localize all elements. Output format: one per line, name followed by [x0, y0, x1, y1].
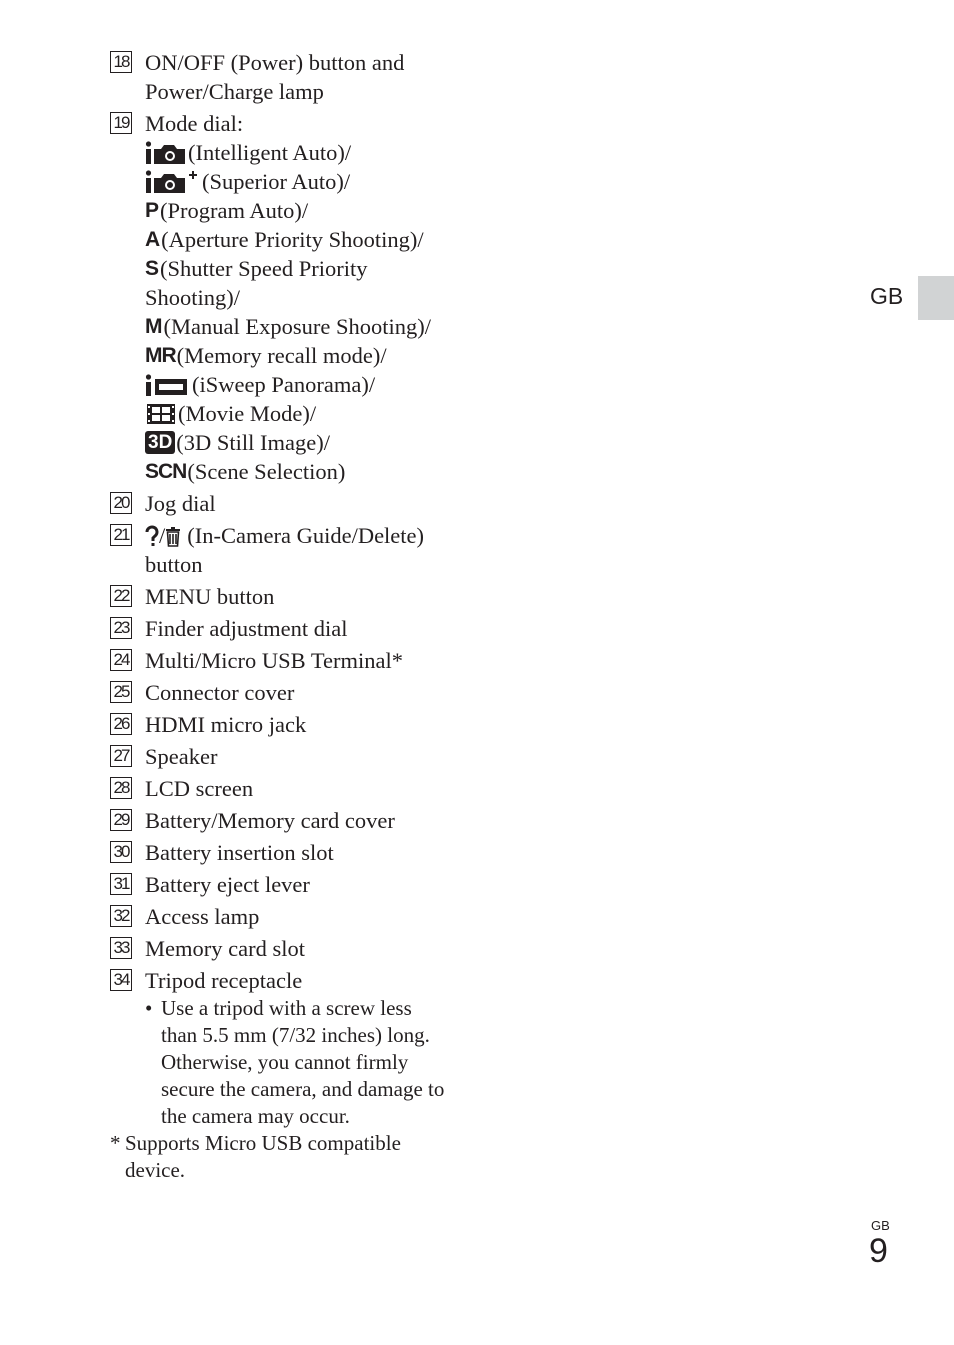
list-item: [110, 710, 470, 739]
item-text: Tripod receptacle: [145, 968, 303, 993]
item-number: 23: [110, 617, 132, 639]
mode-entry: [145, 312, 431, 341]
item-number: 34: [110, 969, 132, 991]
note-line: Use a tripod with a screw less: [161, 996, 412, 1020]
language-tab-label: GB: [870, 283, 904, 309]
list-item: [110, 934, 470, 963]
list-item: [110, 48, 470, 106]
list-item: [110, 582, 470, 611]
mode-text: (Shutter Speed Priority: [160, 256, 368, 281]
mode-entry: [145, 370, 431, 399]
item-number: 30: [110, 841, 132, 863]
list-item-mode-dial: [110, 109, 470, 486]
item-number: 33: [110, 937, 132, 959]
item-number: 28: [110, 777, 132, 799]
mode-dial-label: Mode dial:: [145, 111, 244, 136]
item-number: 26: [110, 713, 132, 735]
intelligent-auto-icon: [145, 141, 187, 165]
item-text: HDMI micro jack: [145, 712, 307, 737]
list-item: [110, 646, 470, 675]
item-number: 31: [110, 873, 132, 895]
mode-entry-continued: [145, 283, 431, 312]
item-text: [145, 521, 424, 579]
mode-text: (Superior Auto)/: [202, 169, 351, 194]
item-text: Battery insertion slot: [145, 840, 334, 865]
item-text: MENU button: [145, 584, 275, 609]
mode-text: (Intelligent Auto)/: [188, 140, 352, 165]
list-item: [110, 966, 470, 995]
footnote-text: [125, 1130, 401, 1184]
mode-text: (Program Auto)/: [160, 198, 309, 223]
footnote-line: Supports Micro USB compatible: [125, 1131, 401, 1155]
note-line: Otherwise, you cannot firmly: [161, 1050, 409, 1074]
tripod-note-text: [161, 995, 444, 1130]
mode-text: (Scene Selection): [187, 459, 346, 484]
sweep-panorama-icon: [145, 373, 191, 397]
footnote-line: device.: [125, 1158, 186, 1182]
program-auto-icon: P: [145, 198, 160, 222]
parts-list: [110, 48, 470, 1184]
item-text: [145, 109, 431, 486]
item-text: Finder adjustment dial: [145, 616, 348, 641]
manual-exposure-icon: M: [145, 314, 163, 338]
item-number: 18: [110, 51, 132, 73]
mode-entry: [145, 341, 431, 370]
mode-entry: [145, 457, 431, 486]
footnote-mark: *: [110, 1131, 121, 1155]
memory-recall-icon: MR: [145, 343, 176, 367]
item-text: Battery/Memory card cover: [145, 808, 395, 833]
item-text: Speaker: [145, 744, 218, 769]
note-line: the camera may occur.: [161, 1104, 350, 1128]
item-text: [145, 48, 404, 106]
item-number: 29: [110, 809, 132, 831]
item-line: ON/OFF (Power) button and: [145, 50, 405, 75]
list-item: [110, 489, 470, 518]
mode-text: (Aperture Priority Shooting)/: [161, 227, 424, 252]
item-text: Connector cover: [145, 680, 295, 705]
list-item: [110, 521, 470, 579]
mode-entry: [145, 254, 431, 283]
mode-text: (3D Still Image)/: [176, 430, 331, 455]
item-text: Memory card slot: [145, 936, 305, 961]
mode-entry: [145, 399, 431, 428]
list-item: [110, 902, 470, 931]
item-text: Battery eject lever: [145, 872, 310, 897]
item-text: Access lamp: [145, 904, 260, 929]
item-line: button: [145, 552, 203, 577]
movie-mode-icon: [145, 402, 177, 426]
language-tab: [918, 276, 954, 320]
list-item: [110, 774, 470, 803]
superior-auto-icon: [145, 170, 201, 194]
page-region-label: GB: [871, 1218, 890, 1233]
tripod-note: [145, 995, 470, 1130]
3d-still-icon: 3D: [145, 431, 175, 454]
mode-entry: [145, 167, 431, 196]
mode-text: (Manual Exposure Shooting)/: [163, 314, 431, 339]
list-item: [110, 870, 470, 899]
item-text: Multi/Micro USB Terminal*: [145, 648, 404, 673]
item-number: 21: [110, 524, 132, 546]
list-item: [110, 838, 470, 867]
note-line: than 5.5 mm (7/32 inches) long.: [161, 1023, 430, 1047]
item-text: Jog dial: [145, 491, 216, 516]
list-item: [110, 678, 470, 707]
item-number: 27: [110, 745, 132, 767]
mode-entry: [145, 138, 431, 167]
item-line: Power/Charge lamp: [145, 79, 324, 104]
item-line: (In-Camera Guide/Delete): [187, 523, 425, 548]
aperture-priority-icon: A: [145, 227, 161, 251]
mode-text: (Movie Mode)/: [178, 401, 317, 426]
scene-selection-icon: SCN: [145, 459, 187, 483]
mode-text: Shooting)/: [145, 285, 241, 310]
item-number: 20: [110, 492, 132, 514]
item-number: 32: [110, 905, 132, 927]
mode-entry: [145, 428, 431, 457]
help-icon: [145, 524, 159, 548]
page-number: 9: [869, 1232, 888, 1270]
item-number: 24: [110, 649, 132, 671]
list-item: [110, 614, 470, 643]
shutter-priority-icon: S: [145, 256, 160, 280]
bullet-mark: •: [145, 996, 153, 1020]
mode-entry: [145, 196, 431, 225]
mode-text: (Memory recall mode)/: [176, 343, 387, 368]
mode-text: (iSweep Panorama)/: [192, 372, 376, 397]
item-number: 25: [110, 681, 132, 703]
mode-entry: [145, 225, 431, 254]
slash-separator: /: [159, 523, 166, 548]
trash-icon: [165, 524, 181, 548]
list-item: [110, 742, 470, 771]
note-line: secure the camera, and damage to: [161, 1077, 445, 1101]
item-text: LCD screen: [145, 776, 254, 801]
item-number: 19: [110, 112, 132, 134]
list-item: [110, 806, 470, 835]
footnote: [110, 1130, 470, 1184]
item-number: 22: [110, 585, 132, 607]
